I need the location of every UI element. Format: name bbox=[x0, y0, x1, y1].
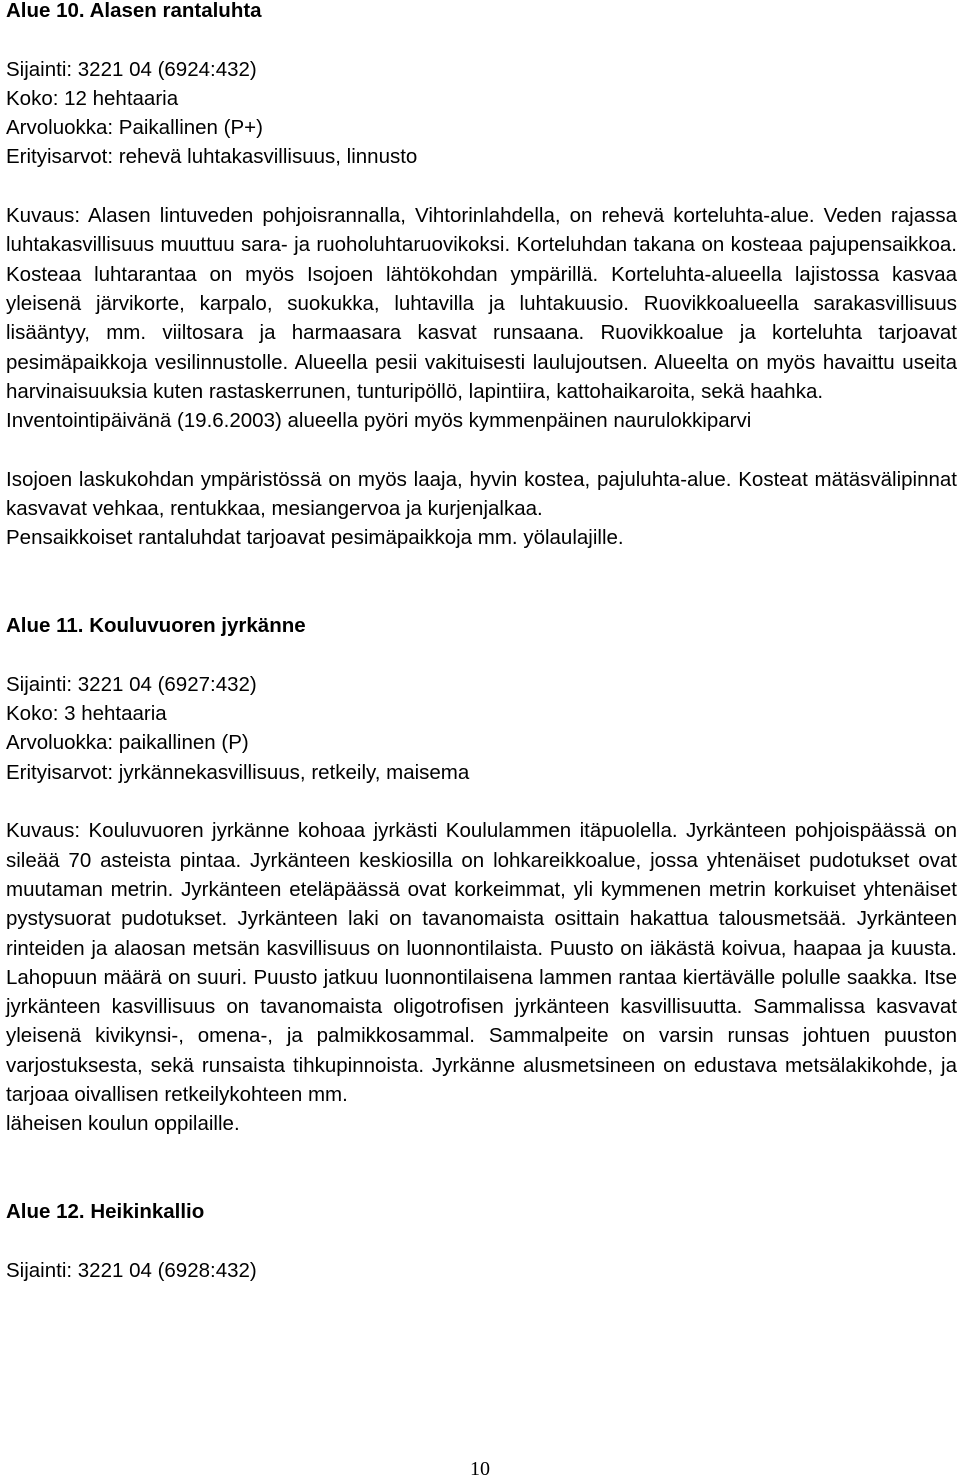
heading-name: Heikinkallio bbox=[90, 1200, 205, 1224]
heading-name: Alasen rantaluhta bbox=[89, 0, 262, 22]
size-line: Koko: 12 hehtaaria bbox=[6, 86, 179, 110]
spacer bbox=[6, 787, 957, 816]
spacer bbox=[6, 172, 957, 201]
special-values-line: Erityisarvot: rehevä luhtakasvillisuus, linnusto bbox=[6, 145, 418, 169]
section-heading-area-12 bbox=[6, 1197, 957, 1226]
spacer bbox=[6, 25, 957, 54]
location-line: Sijainti: 3221 04 (6928:432) bbox=[6, 1258, 257, 1282]
document-page bbox=[6, 0, 957, 1285]
heading-number: Alue 10. bbox=[6, 0, 85, 22]
heading-number: Alue 11. bbox=[6, 614, 84, 638]
spacer bbox=[6, 553, 957, 612]
description-last-line: läheisen koulun oppilaille. bbox=[6, 1112, 240, 1136]
heading-number: Alue 12. bbox=[6, 1200, 85, 1224]
description-2-last-line: Pensaikkoiset rantaluhdat tarjoavat pesimäpaikkoja mm. yölaulajille. bbox=[6, 526, 624, 550]
spacer bbox=[6, 1139, 957, 1198]
description-paragraph-2: Isojoen laskukohdan ympäristössä on myös laaja, hyvin kostea, pajuluhta-alue. Kosteat mätäsvälipinnat kasvavat vehkaa, rentukkaa, mesiangervoa ja kurjenjalkaa. bbox=[6, 467, 957, 521]
spacer bbox=[6, 641, 957, 670]
heading-name: Kouluvuoren jyrkänne bbox=[89, 614, 306, 638]
section-heading-area-10 bbox=[6, 0, 957, 25]
location-line: Sijainti: 3221 04 (6924:432) bbox=[6, 57, 257, 81]
page-number: 10 bbox=[470, 1458, 490, 1480]
section-heading-area-11 bbox=[6, 611, 957, 640]
special-values-line: Erityisarvot: jyrkännekasvillisuus, retkeily, maisema bbox=[6, 760, 470, 784]
description-paragraph: Kuvaus: Kouluvuoren jyrkänne kohoaa jyrkästi Koululammen itäpuolella. Jyrkänteen pohjoispäässä on sileää 70 asteista pintaa. Jyrkänteen keskiosilla on lohkareikkoalue, jossa yhtenäiset pudotukset ovat muutaman metrin. Jyrkänteen eteläpäässä ovat korkeimmat, yli kymmenen metrin korkuiset yhtenäiset pystysuorat pudotukset. Jyrkänteen laki on tavanomaista osittain hakattua talousmetsää. Jyrkänteen rinteiden ja alaosan metsän kasvillisuus on luonnontilaista. Puusto on iäkästä koivua, haapaa ja kuusta. Lahopuun määrä on suuri. Puusto jatkuu luonnontilaisena lammen rantaa kiertävälle polulle saakka. Itse jyrkänteen kasvillisuus on tavanomaista oligotrofisen jyrkänteen kasvillisuutta. Sammalissa kasvavat yleisenä kivikynsi-, omena-, ja palmikkosammal. Sammalpeite on varsin runsas johtuen puuston varjostuksesta, sekä runsaista tihkupinnoista. Jyrkänne alusmetsineen on edustava metsälakikohde, ja tarjoaa oivallisen retkeilykohteen mm. bbox=[6, 819, 957, 1106]
spacer bbox=[6, 435, 957, 464]
value-class-line: Arvoluokka: paikallinen (P) bbox=[6, 731, 249, 755]
value-class-line: Arvoluokka: Paikallinen (P+) bbox=[6, 116, 263, 140]
description-paragraph: Kuvaus: Alasen lintuveden pohjoisrannalla, Vihtorinlahdella, on rehevä korteluhta-alue. Veden rajassa luhtakasvillisuus muuttuu sara- ja ruoholuhtaruovikoksi. Korteluhdan takana on kosteaa pajupensaikkoa. Kosteaa luhtarantaa on myös Isojoen lähtökohdan ympärillä. Korteluhta-alueella lajistossa kasvaa yleisenä järvikorte, karpalo, suokukka, luhtavilla ja luhtakuusio. Ruovikkoalueella sarakasvillisuus lisääntyy, mm. viiltosara ja harmaasara kasvat runsaana. Ruovikkoalue ja korteluhta tarjoavat pesimäpaikkoja vesilinnustolle. Alueella pesii vakituisesti laulujoutsen. Alueelta on myös havaittu useita harvinaisuuksia kuten rastaskerrunen, tunturipöllö, lapintiira, kattohaikaroita, sekä haahka. bbox=[6, 204, 957, 403]
location-line: Sijainti: 3221 04 (6927:432) bbox=[6, 672, 257, 696]
spacer bbox=[6, 1226, 957, 1255]
description-last-line: Inventointipäivänä (19.6.2003) alueella pyöri myös kymmenpäinen naurulokkiparvi bbox=[6, 409, 752, 433]
size-line: Koko: 3 hehtaaria bbox=[6, 702, 167, 726]
